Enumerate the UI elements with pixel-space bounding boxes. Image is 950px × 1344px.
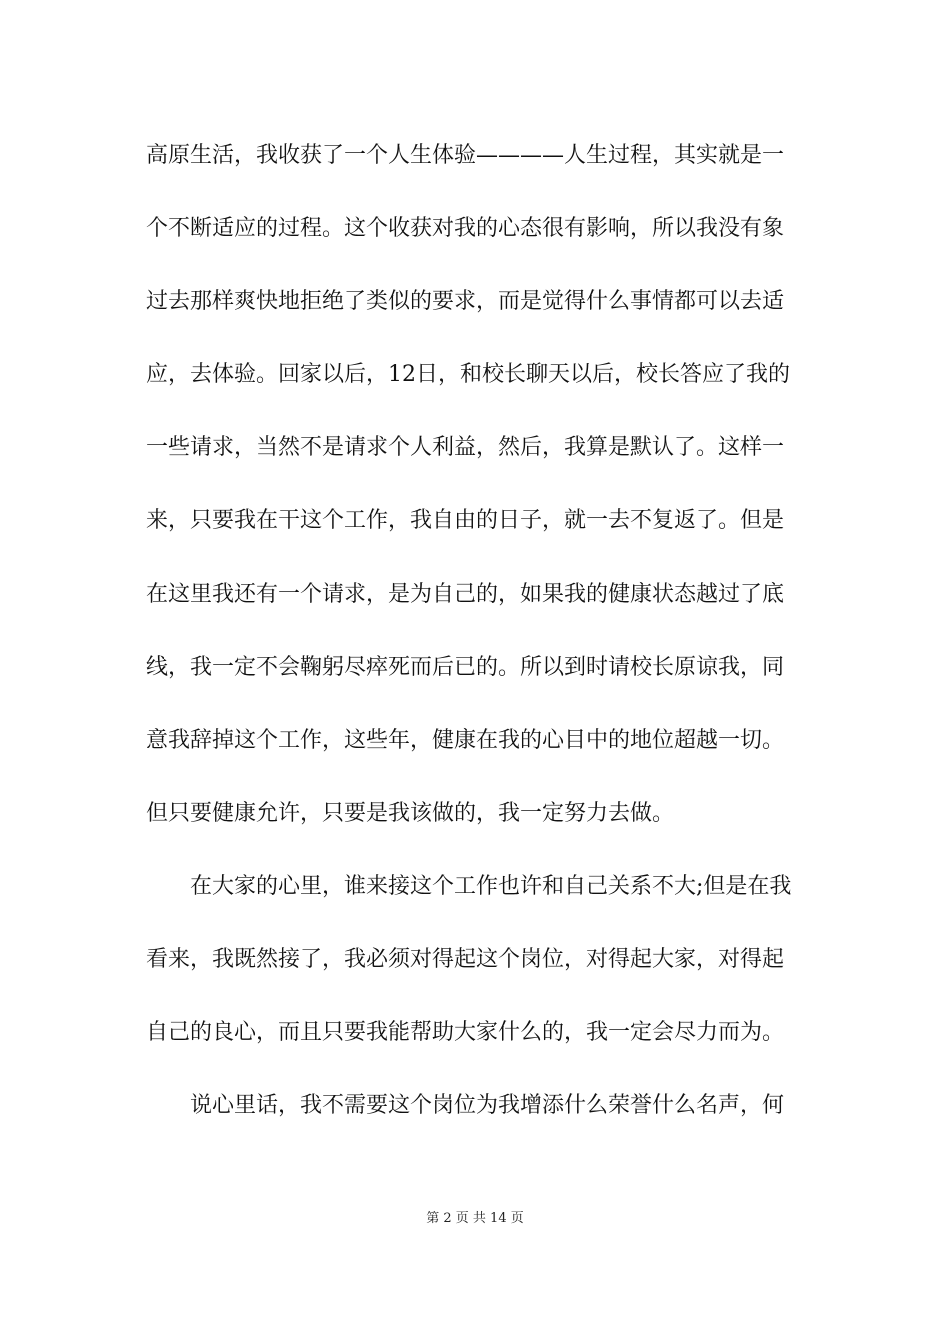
text-line: 过去那样爽快地拒绝了类似的要求，而是觉得什么事情都可以去适 [146,289,785,314]
paragraph-first-line: 说心里话，我不需要这个岗位为我增添什么荣誉什么名声，何 [190,1093,785,1118]
text-line: 来，只要我在干这个工作，我自由的日子，就一去不复返了。但是 [146,508,785,533]
paragraph-first-line: 在大家的心里，谁来接这个工作也许和自己关系不大;但是在我 [190,874,792,899]
text-line: 但只要健康允许，只要是我该做的，我一定努力去做。 [146,801,675,826]
text-line: 应，去体验。回家以后，12日，和校长聊天以后，校长答应了我的 [146,362,790,387]
page-number-footer: 第 2 页 共 14 页 [426,1211,524,1226]
text-line: 看来，我既然接了，我必须对得起这个岗位，对得起大家，对得起 [146,947,785,972]
text-line: 在这里我还有一个请求，是为自己的，如果我的健康状态越过了底 [146,582,785,607]
text-line: 线，我一定不会鞠躬尽瘁死而后已的。所以到时请校长原谅我，同 [146,655,785,680]
text-line: 个不断适应的过程。这个收获对我的心态很有影响，所以我没有象 [146,216,785,241]
text-line: 一些请求，当然不是请求个人利益，然后，我算是默认了。这样一 [146,435,785,460]
text-line: 自己的良心，而且只要我能帮助大家什么的，我一定会尽力而为。 [146,1020,785,1045]
text-line: 高原生活，我收获了一个人生体验————人生过程，其实就是一 [146,143,785,168]
text-line: 意我辞掉这个工作，这些年，健康在我的心目中的地位超越一切。 [146,728,785,753]
